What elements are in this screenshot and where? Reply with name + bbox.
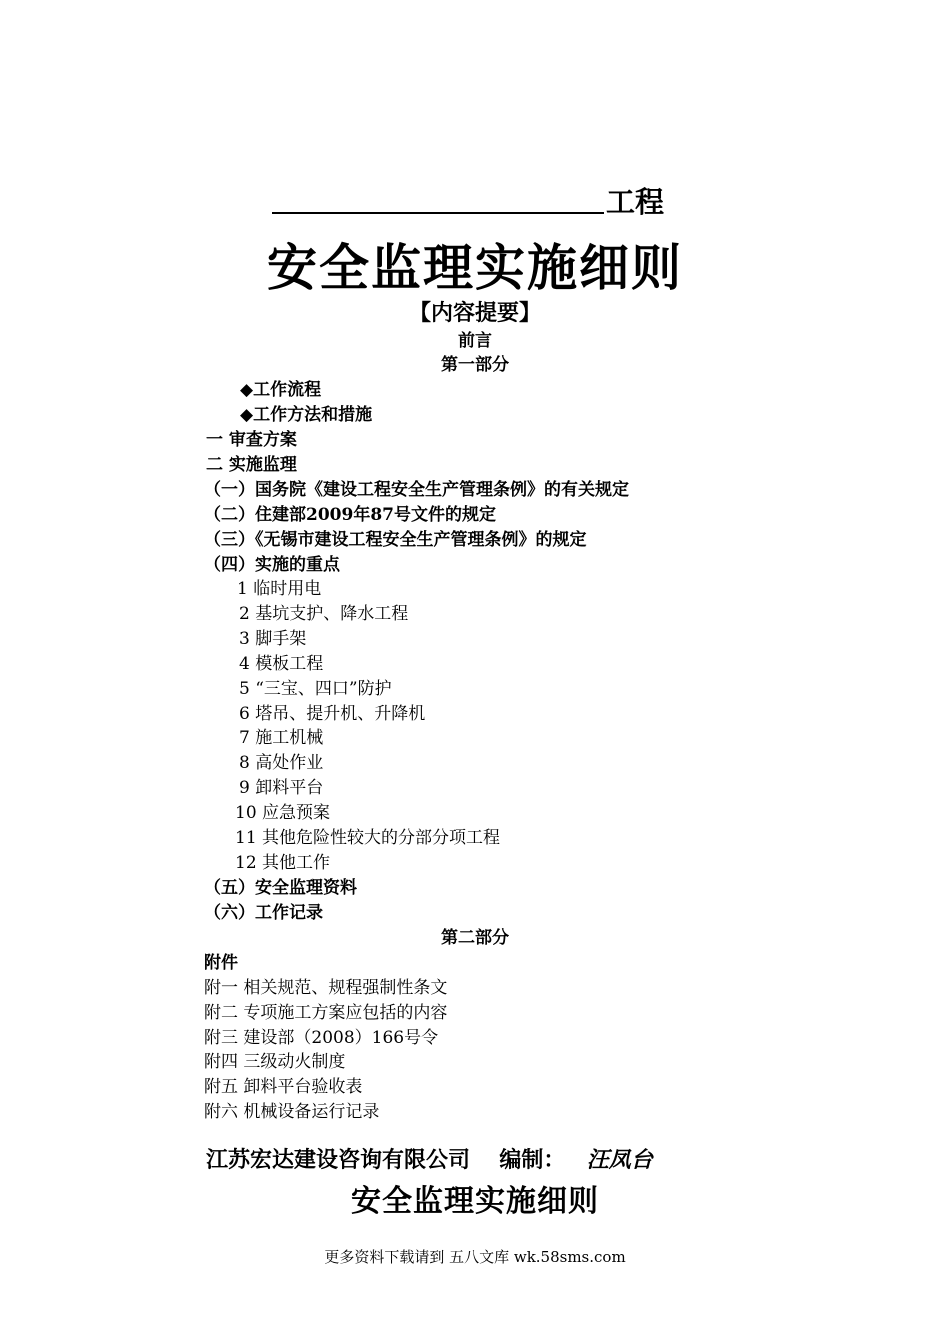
toc-key-point: 5 “三宝、四口”防护 <box>239 679 392 699</box>
toc-subsection: （二）住建部2009年87号文件的规定 <box>204 505 496 525</box>
toc-key-point: 11 其他危险性较大的分部分项工程 <box>235 828 501 848</box>
toc-bullet: ◆工作方法和措施 <box>240 405 373 425</box>
toc-preface: 前言 <box>458 331 492 351</box>
document-title: 安全监理实施细则 <box>267 238 683 297</box>
toc-heading: 【内容提要】 <box>408 300 541 326</box>
appendix-item: 附六 机械设备运行记录 <box>204 1102 380 1122</box>
toc-key-point: 7 施工机械 <box>239 728 324 748</box>
page-footer-note: 更多资料下载请到 五八文库 wk.58sms.com <box>324 1248 626 1266</box>
footer-org-line <box>206 1143 653 1174</box>
appendix-item: 附五 卸料平台验收表 <box>204 1077 363 1097</box>
toc-bullet: ◆工作流程 <box>240 380 322 400</box>
toc-part1: 第一部分 <box>441 355 509 375</box>
toc-subsection: （三）《无锡市建设工程安全生产管理条例》的规定 <box>204 530 587 550</box>
toc-subsection: （四）实施的重点 <box>204 555 340 575</box>
toc-key-point: 8 高处作业 <box>239 753 324 773</box>
toc-part2: 第二部分 <box>441 928 509 948</box>
appendix-item: 附四 三级动火制度 <box>204 1052 346 1072</box>
project-name-blank-line <box>272 212 604 214</box>
project-suffix: 工程 <box>606 185 665 219</box>
toc-key-point: 3 脚手架 <box>239 629 307 649</box>
toc-section: 一 审查方案 <box>206 430 297 450</box>
toc-key-point: 10 应急预案 <box>235 803 331 823</box>
toc-key-point: 6 塔吊、提升机、升降机 <box>239 704 426 724</box>
toc-section: 二 实施监理 <box>206 455 297 475</box>
toc-key-point: 9 卸料平台 <box>239 778 324 798</box>
toc-subsection: （一）国务院《建设工程安全生产管理条例》的有关规定 <box>204 480 629 500</box>
footer-org: 江苏宏达建设咨询有限公司 <box>206 1147 471 1173</box>
toc-key-point: 4 模板工程 <box>239 654 324 674</box>
toc-key-point: 12 其他工作 <box>235 853 331 873</box>
appendix-item: 附三 建设部（2008）166号令 <box>204 1028 439 1048</box>
toc-subsection: （六）工作记录 <box>204 903 323 923</box>
appendix-item: 附一 相关规范、规程强制性条文 <box>204 978 448 998</box>
appendix-heading: 附件 <box>204 953 238 973</box>
toc-subsection: （五）安全监理资料 <box>204 878 357 898</box>
toc-key-point: 1 临时用电 <box>237 579 322 599</box>
appendix-item: 附二 专项施工方案应包括的内容 <box>204 1003 448 1023</box>
footer-editor-label: 编制： <box>499 1147 566 1173</box>
footer-editor-name: 汪凤台 <box>586 1147 653 1173</box>
toc-key-point: 2 基坑支护、降水工程 <box>239 604 409 624</box>
footer-title: 安全监理实施细则 <box>351 1184 599 1219</box>
